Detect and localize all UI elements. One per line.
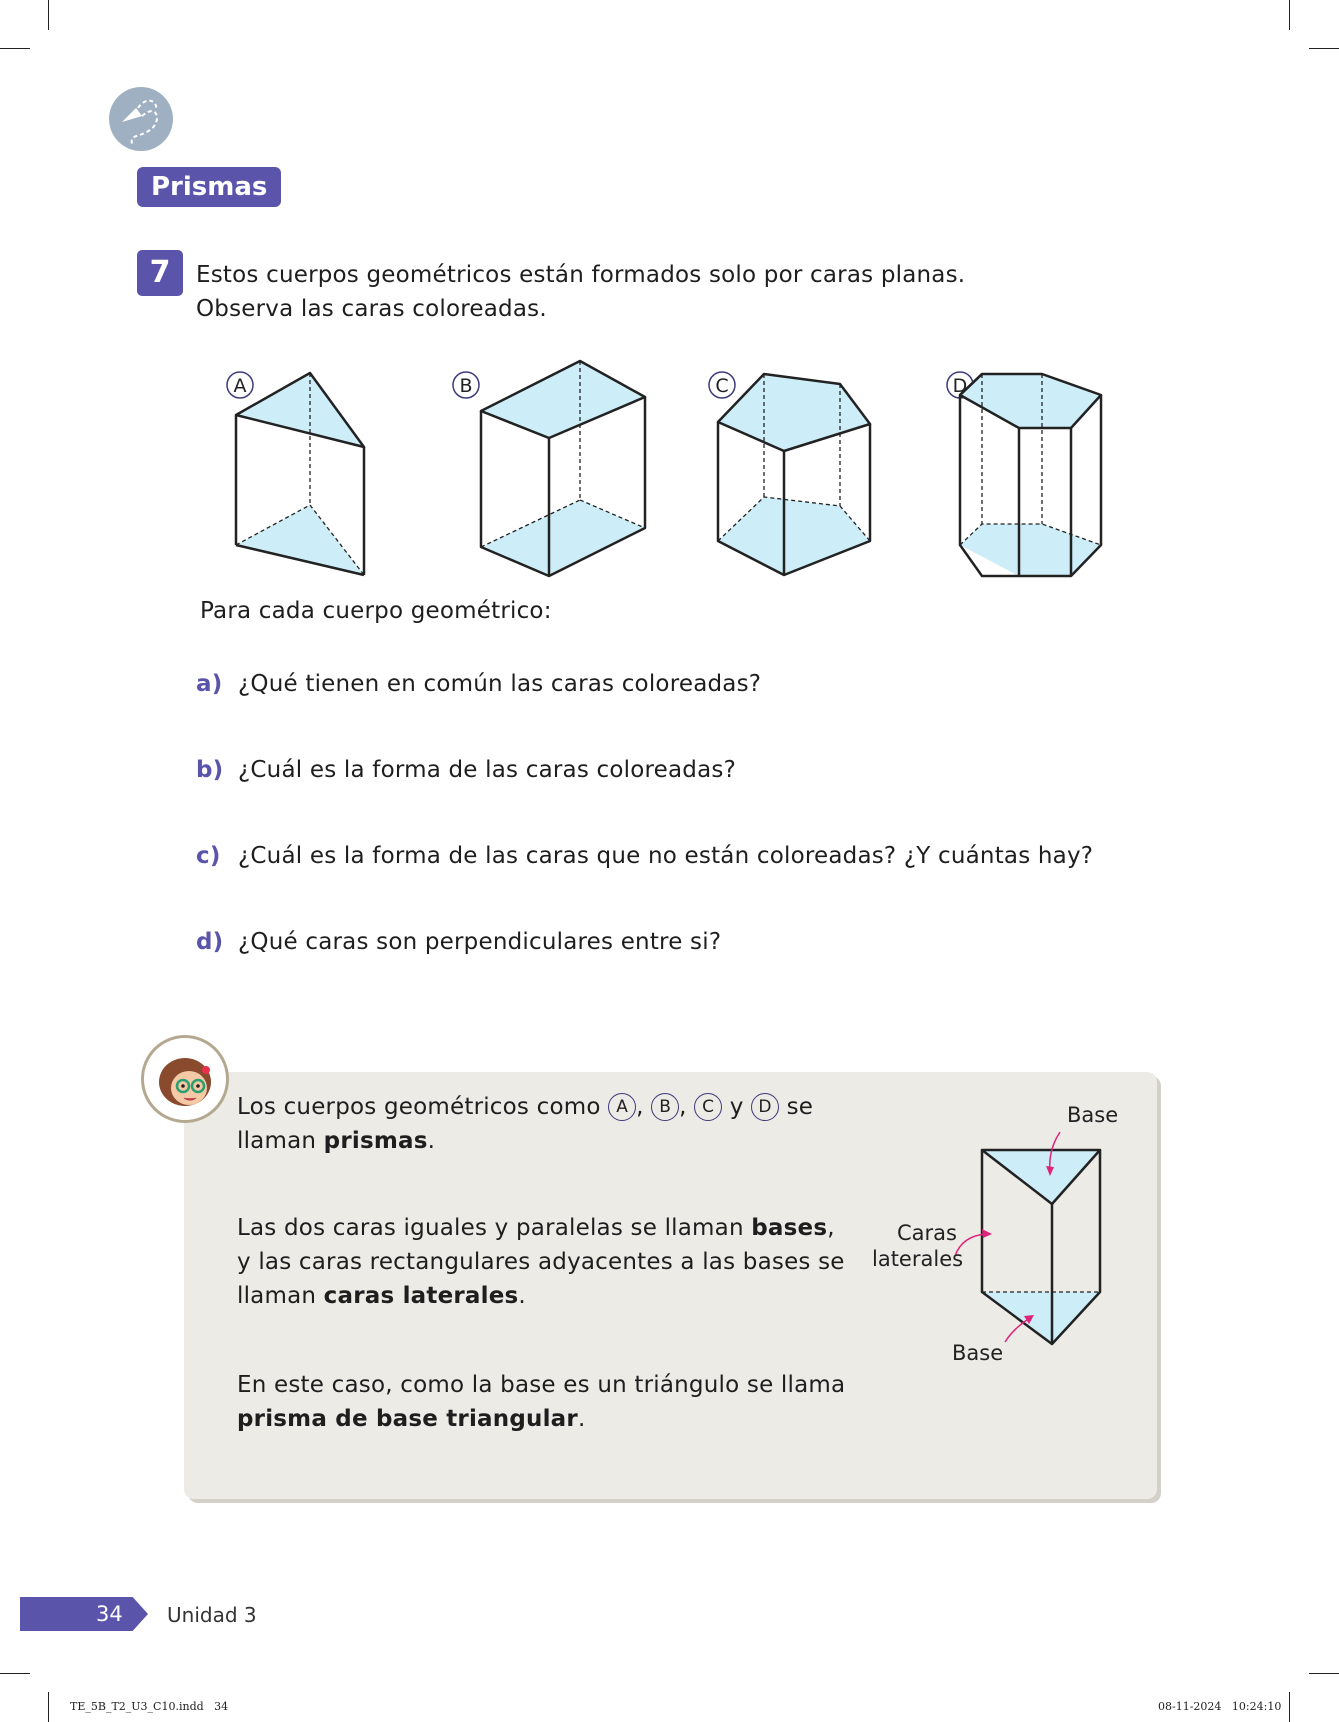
- label-line: Caras: [897, 1221, 957, 1245]
- figure-label: D: [952, 375, 968, 397]
- crop-mark: [1309, 1673, 1339, 1674]
- crop-mark: [1289, 0, 1290, 30]
- definition-paragraph-3: [237, 1368, 845, 1436]
- figure-label: B: [459, 375, 473, 397]
- definition-line: y las caras rectangulares adyacentes a las bases se: [237, 1249, 845, 1275]
- intro-line: Estos cuerpos geométricos están formados solo por caras planas.: [196, 262, 966, 288]
- figure-label: C: [715, 375, 729, 397]
- definition-text: llaman: [237, 1283, 317, 1309]
- term-prisma-base-triangular: prisma de base triangular: [237, 1406, 578, 1432]
- subquestion-text: ¿Qué caras son perpendiculares entre si?: [238, 929, 722, 955]
- crop-mark: [1309, 48, 1339, 49]
- definition-text: se: [786, 1094, 814, 1120]
- subquestion-label: d): [196, 929, 224, 955]
- unit-label: Unidad 3: [167, 1603, 257, 1627]
- question-number: 7: [137, 250, 183, 296]
- definition-line: [237, 1279, 845, 1313]
- separator: ,: [636, 1094, 644, 1120]
- figure-label: A: [233, 375, 247, 397]
- figure-a-triangular-prism: [222, 365, 382, 585]
- definition-text: ,: [827, 1215, 835, 1241]
- subquestion-text: ¿Qué tienen en común las caras coloreadas?: [238, 671, 762, 697]
- subquestion-d: [196, 929, 721, 955]
- figure-d-hexagonal-prism: [942, 365, 1112, 585]
- figure-c-pentagonal-prism: [704, 365, 884, 585]
- prompt-text: Para cada cuerpo geométrico:: [200, 598, 552, 624]
- circled-label-d: D: [751, 1093, 779, 1121]
- subquestion-b: [196, 757, 736, 783]
- subquestion-label: b): [196, 757, 224, 783]
- subquestion-c: [196, 843, 1093, 869]
- subquestion-text: ¿Cuál es la forma de las caras coloreadas?: [238, 757, 736, 783]
- circled-label-b: B: [651, 1093, 679, 1121]
- definition-text: Los cuerpos geométricos como: [237, 1094, 601, 1120]
- definition-line: En este caso, como la base es un triángulo se llama: [237, 1372, 846, 1398]
- page-number-tab: [20, 1597, 148, 1631]
- definition-text: .: [427, 1128, 436, 1154]
- subquestion-a: [196, 671, 761, 697]
- definition-text: .: [577, 1406, 586, 1432]
- definition-line: [237, 1211, 845, 1245]
- definition-paragraph-2: [237, 1211, 845, 1313]
- definition-line: [237, 1124, 813, 1158]
- crop-mark: [0, 1673, 30, 1674]
- definition-paragraph-1: [237, 1090, 813, 1158]
- crop-mark: [48, 1692, 49, 1722]
- label-caras-laterales: [872, 1220, 964, 1272]
- teacher-avatar: [141, 1035, 229, 1123]
- subquestion-label: a): [196, 671, 223, 697]
- figure-b-rectangular-prism: [448, 355, 658, 585]
- definition-line: [237, 1402, 845, 1436]
- definition-text: Las dos caras iguales y paralelas se llaman: [237, 1215, 744, 1241]
- base-bottom-arrow: [1000, 1300, 1050, 1350]
- question-intro: [196, 258, 965, 326]
- print-slug-filename: TE_5B_T2_U3_C10.indd 34: [70, 1700, 229, 1713]
- section-title: Prismas: [137, 167, 281, 207]
- crop-mark: [48, 0, 49, 30]
- label-base-bottom: Base: [952, 1341, 1004, 1365]
- term-caras-laterales: caras laterales: [323, 1283, 519, 1309]
- definition-text: llaman: [237, 1128, 317, 1154]
- crop-mark: [0, 48, 30, 49]
- subquestion-label: c): [196, 843, 221, 869]
- label-line: laterales: [872, 1247, 964, 1271]
- print-slug-timestamp: 08-11-2024 10:24:10: [1158, 1700, 1282, 1713]
- term-bases: bases: [751, 1215, 828, 1241]
- term-prismas: prismas: [323, 1128, 428, 1154]
- circled-label-c: C: [694, 1093, 722, 1121]
- crop-mark: [1289, 1692, 1290, 1722]
- circled-label-a: A: [608, 1093, 636, 1121]
- label-base-top: Base: [1067, 1103, 1119, 1127]
- definition-text: .: [518, 1283, 526, 1309]
- geometry-section-icon: [108, 86, 174, 152]
- separator: ,: [679, 1094, 687, 1120]
- definition-line: [237, 1090, 813, 1124]
- page-number: 34: [96, 1602, 123, 1626]
- intro-line: Observa las caras coloreadas.: [196, 296, 547, 322]
- subquestion-text: ¿Cuál es la forma de las caras que no están coloreadas? ¿Y cuántas hay?: [238, 843, 1094, 869]
- conjunction: y: [729, 1094, 744, 1120]
